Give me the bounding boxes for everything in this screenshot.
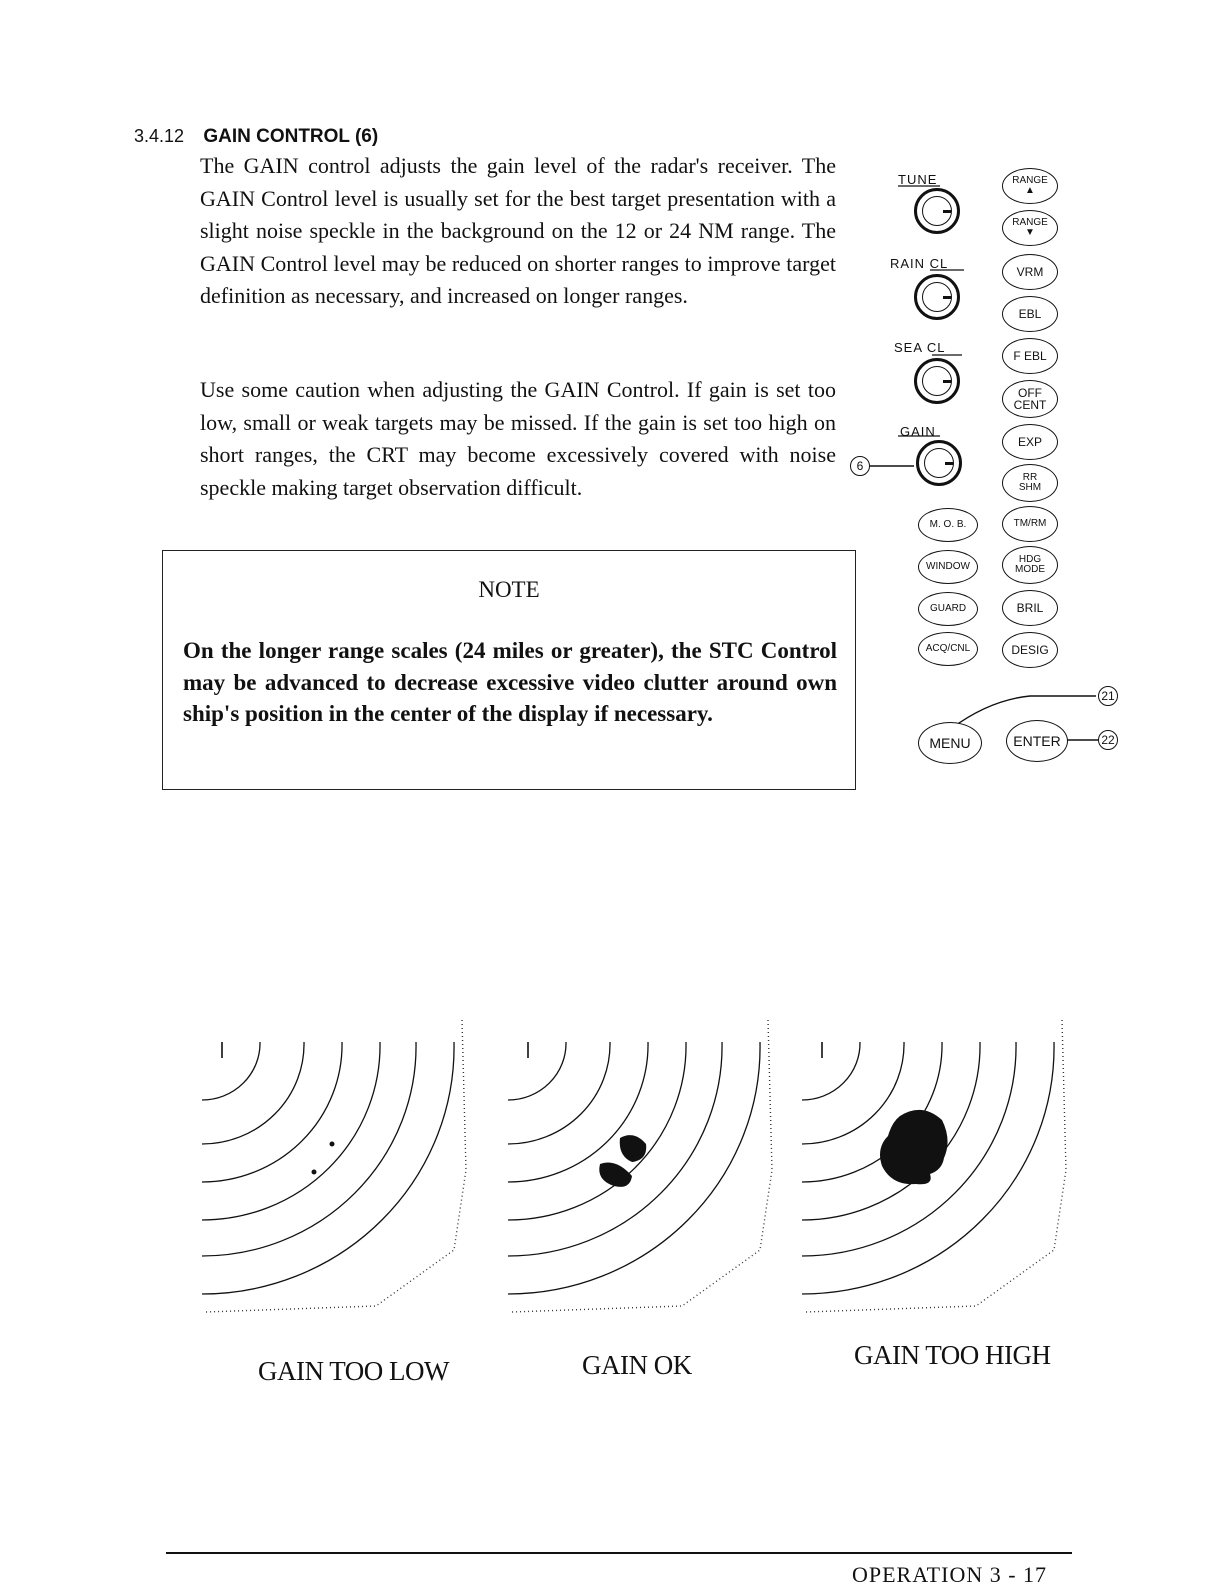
range-ring: [202, 1042, 260, 1100]
exp-button[interactable]: EXP: [1002, 424, 1058, 460]
radar-display: [502, 1020, 792, 1320]
hdg-mode-button[interactable]: HDG MODE: [1002, 546, 1058, 584]
vrm-button[interactable]: VRM: [1002, 254, 1058, 290]
f-ebl-button[interactable]: F EBL: [1002, 338, 1058, 374]
tune-knob[interactable]: [914, 188, 960, 234]
range-ring: [202, 1042, 342, 1182]
gain-label: GAIN: [900, 424, 936, 439]
range-down-button[interactable]: RANGE ▼: [1002, 210, 1058, 246]
menu-button[interactable]: MENU: [918, 722, 982, 764]
acq-cnl-button[interactable]: ACQ/CNL: [918, 632, 978, 666]
range-ring: [508, 1042, 610, 1144]
section-number: 3.4.12: [134, 126, 185, 146]
control-panel-illustration: [840, 160, 1140, 780]
target-dot: [312, 1170, 317, 1175]
range-ring: [202, 1042, 416, 1256]
range-ring: [202, 1042, 304, 1144]
range-ring: [508, 1042, 648, 1182]
radar-figure-gain-ok: [502, 1020, 792, 1320]
target-dot: [330, 1142, 335, 1147]
range-ring: [802, 1042, 904, 1144]
range-ring: [802, 1042, 860, 1100]
range-ring: [508, 1042, 722, 1256]
sea-cl-label: SEA CL: [894, 340, 946, 355]
range-ring: [508, 1042, 686, 1220]
radar-display: [196, 1020, 486, 1320]
paragraph-gain-caution: Use some caution when adjusting the GAIN Control. If gain is set too low, small or weak targets may be missed. If the gain is set too high on short ranges, the CRT may become excessively covered with noise speckle making target observation difficult.: [200, 377, 836, 500]
footer-page-label: OPERATION 3 - 17: [852, 1562, 1048, 1587]
range-ring: [508, 1042, 566, 1100]
radar-display: [796, 1020, 1086, 1320]
caption-gain-too-high: GAIN TOO HIGH: [854, 1340, 1051, 1370]
callout-21: 21: [1098, 686, 1118, 706]
ebl-button[interactable]: EBL: [1002, 296, 1058, 332]
desig-button[interactable]: DESIG: [1002, 632, 1058, 668]
range-ring: [202, 1042, 380, 1220]
gain-knob[interactable]: [916, 440, 962, 486]
target-blob: [599, 1163, 632, 1187]
tune-label: TUNE: [898, 172, 938, 187]
note-body: On the longer range scales (24 miles or greater), the STC Control may be advanced to decrease excessive video clutter around own ship's position in the center of the display if necessary.: [183, 638, 837, 726]
section-heading: [134, 126, 378, 148]
bearing-scale: [206, 1020, 466, 1312]
radar-figure-gain-too-low: [196, 1020, 486, 1320]
caption-gain-too-low: GAIN TOO LOW: [258, 1356, 449, 1386]
tm-rm-button[interactable]: TM/RM: [1002, 506, 1058, 542]
callout-6: 6: [850, 456, 870, 476]
guard-button[interactable]: GUARD: [918, 592, 978, 626]
window-button[interactable]: WINDOW: [918, 550, 978, 584]
bril-button[interactable]: BRIL: [1002, 590, 1058, 626]
callout-22: 22: [1098, 730, 1118, 750]
caption-gain-ok: GAIN OK: [582, 1350, 692, 1380]
rr-shm-button[interactable]: RR SHM: [1002, 464, 1058, 502]
sea-cl-knob[interactable]: [914, 358, 960, 404]
panel-leader-lines: [840, 160, 1140, 780]
note-box: [162, 550, 856, 790]
off-cent-button[interactable]: OFF CENT: [1002, 380, 1058, 418]
rain-cl-label: RAIN CL: [890, 256, 949, 271]
section-title: GAIN CONTROL (6): [203, 126, 379, 147]
rain-cl-knob[interactable]: [914, 274, 960, 320]
range-up-button[interactable]: RANGE ▲: [1002, 168, 1058, 204]
footer-rule: [166, 1552, 1072, 1554]
note-title: NOTE: [478, 577, 540, 602]
paragraph-gain-description: The GAIN control adjusts the gain level of the radar's receiver. The GAIN Control level is usually set for the best target presentation with a slight noise speckle in the background on the 12 or 24 NM range. The GAIN Control level may be reduced on shorter ranges to improve target definition as necessary, and increased on longer ranges.: [200, 153, 836, 308]
enter-button[interactable]: ENTER: [1006, 720, 1068, 762]
mob-button[interactable]: M. O. B.: [918, 508, 978, 542]
target-blob: [620, 1135, 646, 1162]
bearing-scale: [512, 1020, 772, 1312]
target-blob: [880, 1110, 948, 1184]
radar-figure-gain-too-high: [796, 1020, 1086, 1320]
